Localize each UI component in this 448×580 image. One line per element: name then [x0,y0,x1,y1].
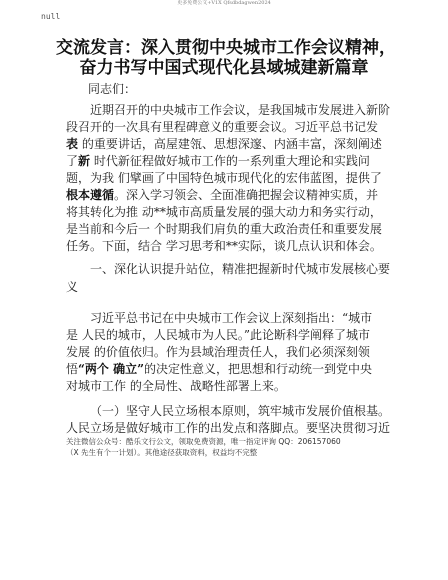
null-mark: null [41,12,61,21]
section-heading: 一、深化认识提升站位，精准把握新时代城市发展核心要 [90,262,391,276]
p2-line: 习近平总书记在中央城市工作会议上深刻指出：“城市 [90,311,373,325]
p2-line: 发展 的价值依归。作为县域治理责任人，我们必须深刻领 [66,345,370,359]
emphasis-text: 新 [78,154,91,168]
p1-line: 是当前和今后一 个时期我们肩负的重大政治责任和重要发展 [66,222,382,236]
p2-line: 对城市工作 的全局性、战略性部署上来。 [66,379,286,393]
emphasis-text: 表 [66,137,79,151]
emphasis-text: 根本遵循 [66,188,115,202]
p2-line: 是 人民的城市，人民城市为人民。”此论断科学阐释了城市 [66,328,370,342]
footer-note: 关注微信公众号：酷乐文行公文，领取免费资源，唯一指定评询 QQ：206157060 [66,437,341,446]
p3-line: （一）坚守人民立场根本原则，筑牢城市发展价值根基。 [90,404,391,418]
p1-line: 根本遵循。深入学习领会、全面准确把握会议精神实质，并 [66,188,379,202]
footer-note: （X 先生有个一计划）。其他途径获取资料，权益均不完整 [66,448,258,457]
p1-line: 表 的重要讲话，高屋建瓴、思想深邃、内涵丰富，深刻阐述 [66,137,382,151]
document-title-line-1: 交流发言：深入贯彻中央城市工作会议精神， [56,38,396,58]
p2-line: 悟“两个 确立”的决定性意义，把思想和行动统一到党中央 [66,362,373,376]
document-title-line-2: 奋力书写中国式现代化县域城建新篇章 [79,58,369,78]
p3-line: 人民立场是做好城市工作的出发点和落脚点。要坚决贯彻习近 [66,421,391,435]
p1-line: 将其转化为推 动**城市高质量发展的强大动力和务实行动， [66,205,382,219]
p1-line: 段召开的一次具有里程碑意义的重要会议。习近平总书记发 [66,120,379,134]
salutation: 同志们： [88,82,137,96]
top-strip: 更多免费公文+V1X Qfsdbdagwen2024 [177,0,271,6]
p1-line: 题，为我 们擘画了中国特色城市现代化的宏伟蓝图，提供了 [66,171,382,185]
p1-line: 了新 时代新征程做好城市工作的一系列重大理论和实践问 [66,154,370,168]
emphasis-text: “两个 确立” [78,362,144,376]
p1-line: 任务。下面，结合 学习思考和**实际，谈几点认识和体会。 [66,239,382,253]
p1-line: 近期召开的中央城市工作会议，是我国城市发展进入新阶 [90,103,391,117]
section-heading: 义 [66,280,79,294]
